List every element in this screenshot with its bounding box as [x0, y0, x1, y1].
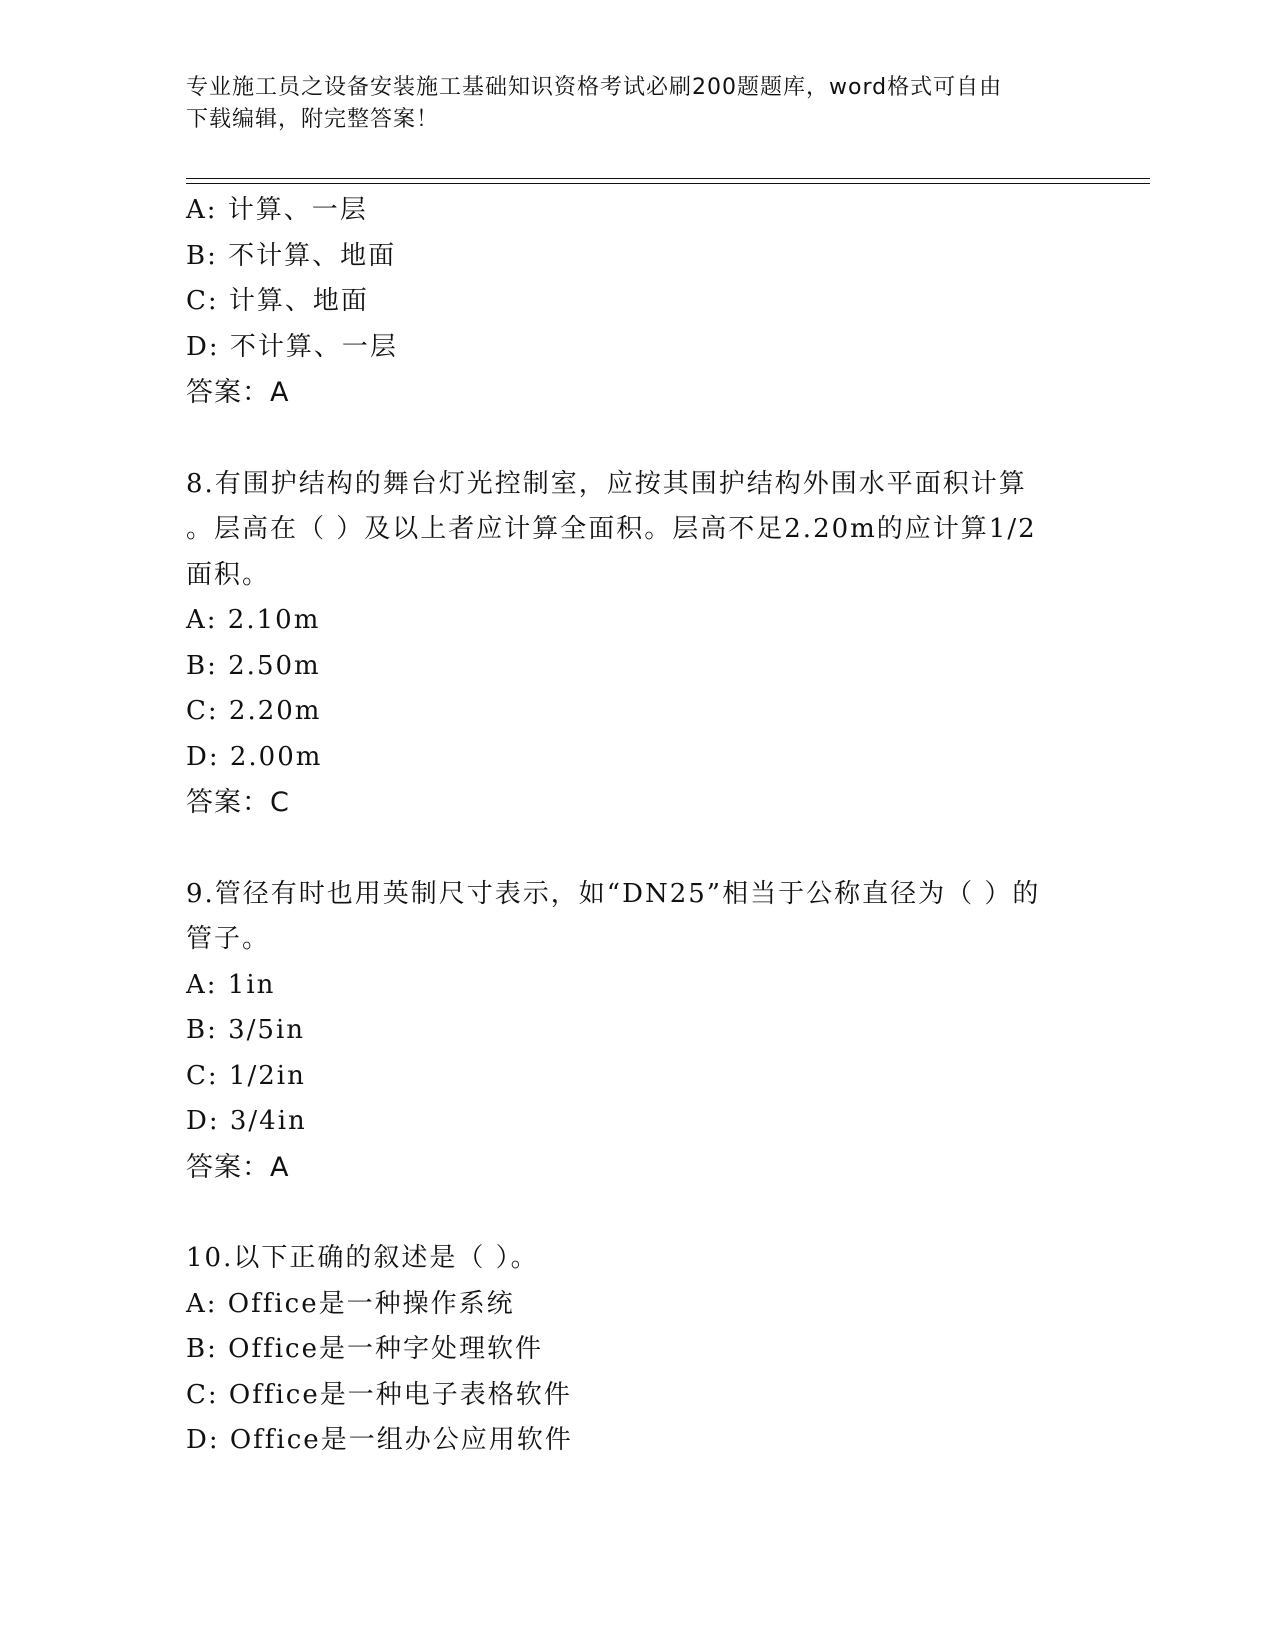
question-text-line: 管子。	[186, 924, 271, 954]
option-b: B: Office是一种字处理软件	[186, 1334, 543, 1364]
option-a: A: 1in	[186, 969, 276, 1000]
question-7	[186, 188, 1086, 416]
header-divider-bottom	[186, 183, 1150, 184]
option-d: D: 2.00m	[186, 741, 323, 772]
question-text-line: 。层高在（ ）及以上者应计算全面积。层高不足2.20m的应计算1/2	[186, 514, 1037, 544]
option-b: B: 2.50m	[186, 650, 321, 681]
question-text-line: 10.以下正确的叙述是（ ）。	[186, 1243, 539, 1273]
option-d: D: Office是一组办公应用软件	[186, 1425, 573, 1455]
answer-line: 答案：C	[186, 787, 290, 818]
option-b: B: 不计算、地面	[186, 240, 397, 271]
option-a: A: 2.10m	[186, 605, 321, 635]
option-c: C: 计算、地面	[186, 286, 369, 316]
answer-line: 答案：A	[186, 377, 290, 408]
header-line-1: 专业施工员之设备安装施工基础知识资格考试必刷200题题库，word格式可自由	[186, 75, 1003, 100]
header-line-2: 下载编辑，附完整答案！	[186, 107, 440, 132]
question-text-line: 8.有围护结构的舞台灯光控制室，应按其围护结构外围水平面积计算	[186, 468, 1027, 499]
option-c: C: Office是一种电子表格软件	[186, 1379, 572, 1410]
option-a: A: 计算、一层	[186, 195, 368, 225]
option-d: D: 不计算、一层	[186, 331, 398, 362]
question-text-line: 9.管径有时也用英制尺寸表示，如“DN25”相当于公称直径为（ ）的	[186, 878, 1041, 909]
option-c: C: 2.20m	[186, 696, 322, 726]
option-a: A: Office是一种操作系统	[186, 1288, 515, 1319]
question-8	[186, 462, 1086, 826]
question-text-line: 面积。	[186, 559, 271, 590]
option-d: D: 3/4in	[186, 1106, 307, 1136]
option-c: C: 1/2in	[186, 1060, 306, 1091]
question-9	[186, 872, 1086, 1191]
document-header	[186, 72, 1066, 136]
question-content	[186, 188, 1086, 1464]
answer-line: 答案：A	[186, 1151, 290, 1183]
option-b: B: 3/5in	[186, 1015, 306, 1045]
question-10	[186, 1236, 1086, 1464]
header-divider-top	[186, 178, 1150, 179]
